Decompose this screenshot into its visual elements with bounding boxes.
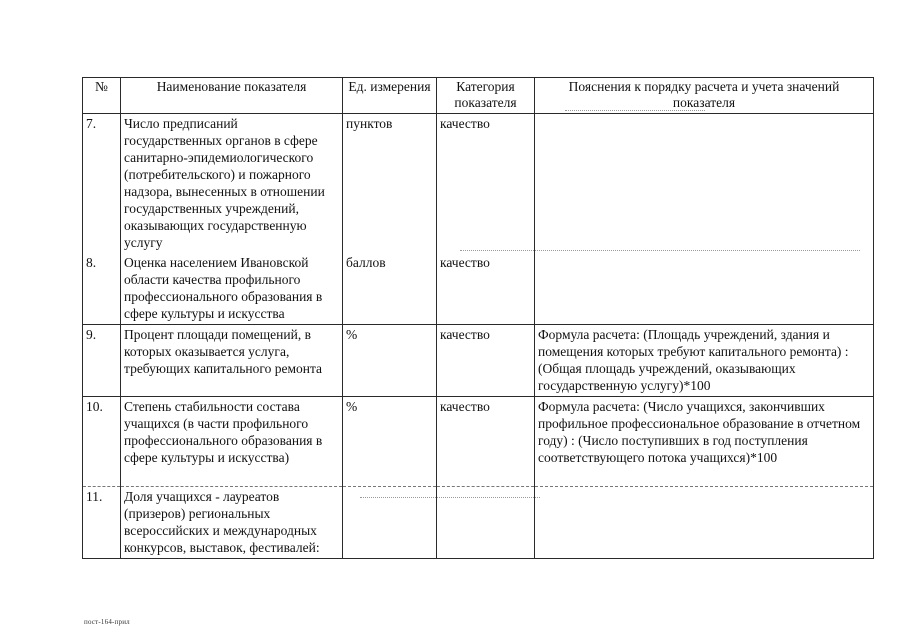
- header-notes: Пояснения к порядку расчета и учета значений показателя: [535, 78, 874, 114]
- row-unit: баллов: [343, 253, 437, 325]
- row-unit: %: [343, 325, 437, 397]
- table-row: [83, 253, 874, 325]
- row-notes: Формула расчета: (Площадь учреждений, здания и помещения которых требуют капитального ремонта) : (Общая площадь учреждений, оказывающих государственную услугу)*100: [535, 325, 874, 397]
- row-notes: [535, 253, 874, 325]
- indicators-table: [82, 77, 874, 559]
- row-name: Процент площади помещений, в которых оказывается услуга, требующих капитального ремонта: [121, 325, 343, 397]
- row-num: 8.: [83, 253, 121, 325]
- row-num: 11.: [83, 487, 121, 559]
- row-notes: Формула расчета: (Число учащихся, закончивших профильное профессиональное образование в отчетном году) : (Число поступивших в год поступления соответствующего потока учащихся)*100: [535, 397, 874, 487]
- header-unit: Ед. измерения: [343, 78, 437, 114]
- header-category: Категория показателя: [437, 78, 535, 114]
- table-row: [83, 397, 874, 487]
- row-category: качество: [437, 397, 535, 487]
- row-unit: %: [343, 397, 437, 487]
- row-num: 7.: [83, 114, 121, 254]
- row-category: качество: [437, 114, 535, 254]
- header-name: Наименование показателя: [121, 78, 343, 114]
- table-row: [83, 114, 874, 254]
- row-name: Число предписаний государственных органов в сфере санитарно-эпидемиологического (потребительского) и пожарного надзора, вынесенных в отношении государственных учреждений, оказывающих государственную услугу: [121, 114, 343, 254]
- scan-dotted-line: [460, 250, 860, 251]
- header-num: №: [83, 78, 121, 114]
- row-notes: [535, 487, 874, 559]
- table-row: [83, 325, 874, 397]
- row-num: 9.: [83, 325, 121, 397]
- row-category: качество: [437, 325, 535, 397]
- scan-dotted-line: [360, 497, 540, 498]
- row-notes: [535, 114, 874, 254]
- row-num: 10.: [83, 397, 121, 487]
- row-category: качество: [437, 253, 535, 325]
- table-header-row: [83, 78, 874, 114]
- row-name: Оценка населением Ивановской области качества профильного профессионального образования в сфере культуры и искусства: [121, 253, 343, 325]
- row-name: Доля учащихся - лауреатов (призеров) региональных всероссийских и международных конкурсов, выставок, фестивалей:: [121, 487, 343, 559]
- scan-dotted-line: [565, 110, 705, 111]
- footer-note: пост-164-прил: [84, 618, 130, 626]
- row-name: Степень стабильности состава учащихся (в части профильного профессионального образования в сфере культуры и искусства): [121, 397, 343, 487]
- row-unit: пунктов: [343, 114, 437, 254]
